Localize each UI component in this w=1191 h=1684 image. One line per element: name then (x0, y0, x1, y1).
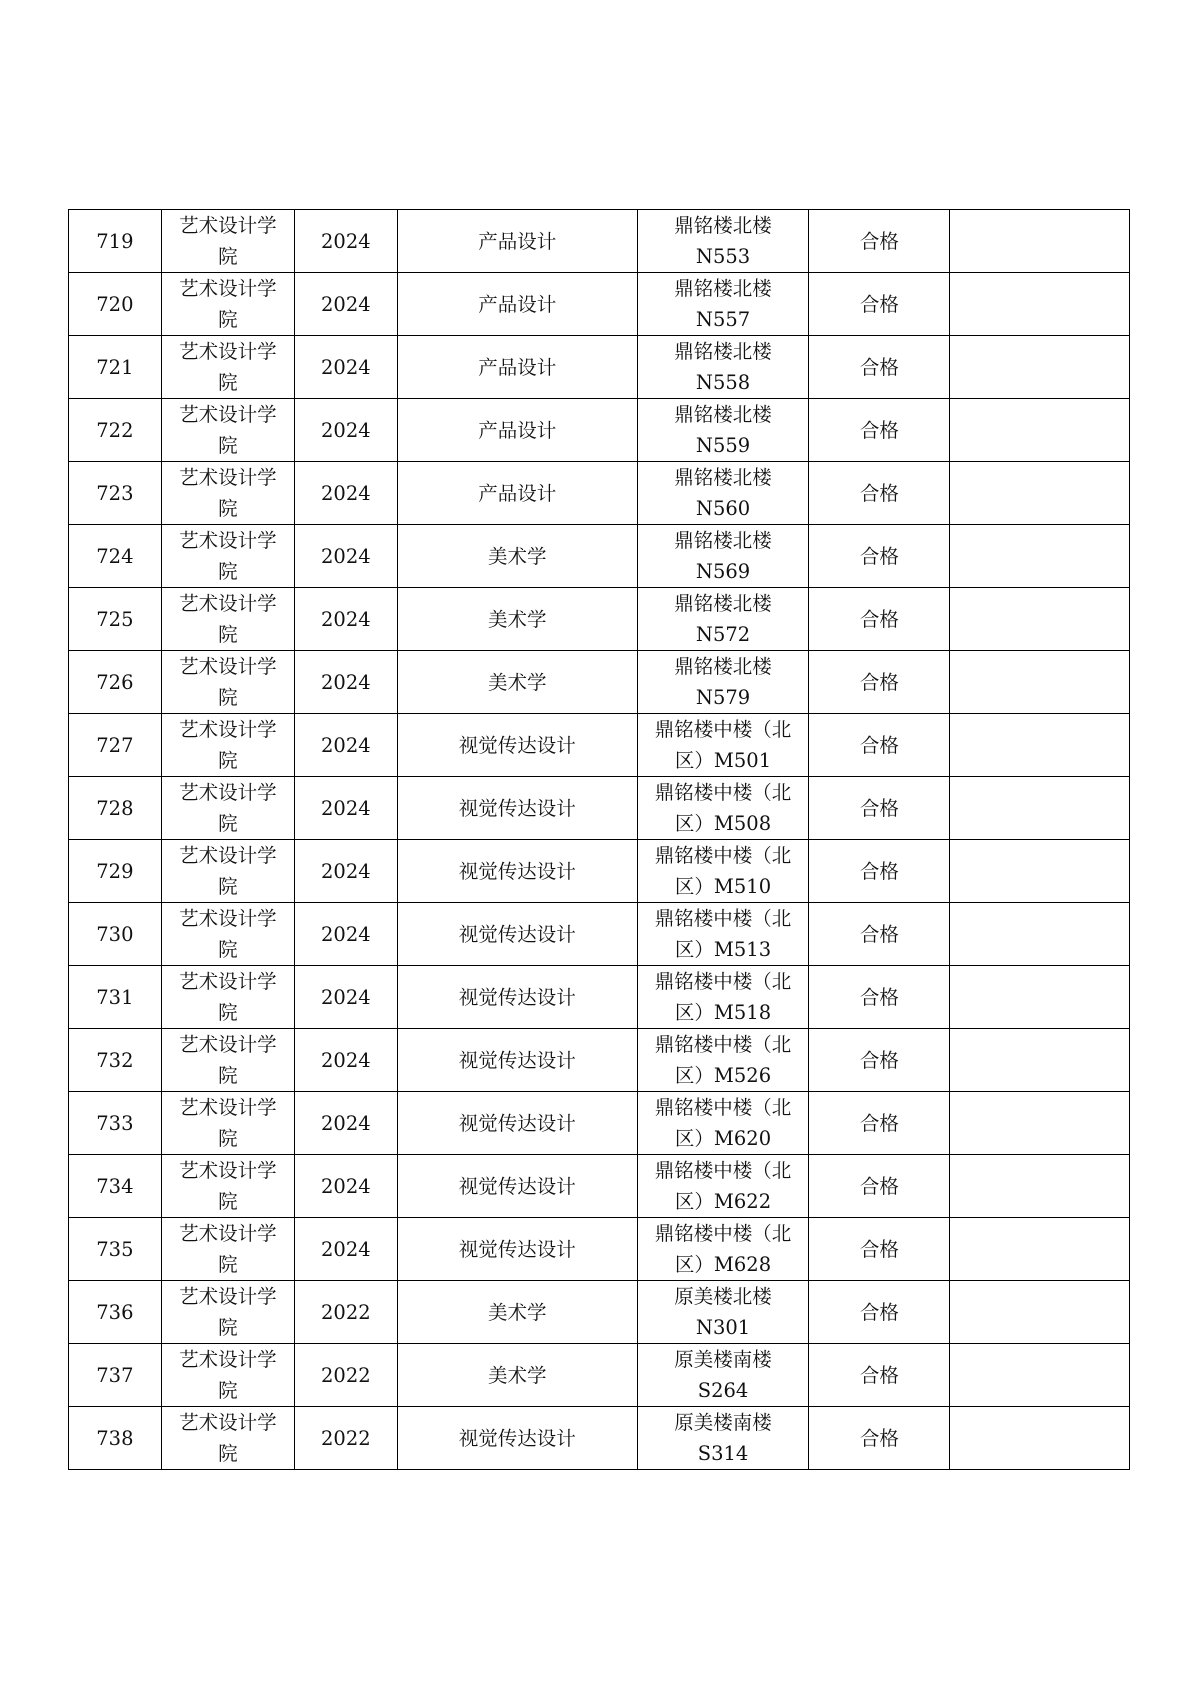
dorm-room-line-2: 区）M508 (674, 812, 772, 835)
result-cell: 合格 (809, 1407, 950, 1470)
table-row (69, 1407, 1130, 1470)
result-cell: 合格 (809, 840, 950, 903)
grade-year-cell: 2024 (294, 588, 397, 651)
dorm-room-line-2: 区）M628 (674, 1253, 772, 1276)
college-cell (161, 966, 294, 1029)
result-cell: 合格 (809, 777, 950, 840)
table-row (69, 210, 1130, 273)
dorm-room-line-1: 鼎铭楼北楼 (674, 655, 772, 678)
dorm-room-line-2: N558 (695, 371, 751, 394)
remark-cell (950, 1407, 1130, 1470)
grade-year-cell: 2024 (294, 1029, 397, 1092)
dorm-room-line-2: 区）M620 (674, 1127, 772, 1150)
dorm-room-line-1: 鼎铭楼北楼 (674, 529, 772, 552)
college-line-2: 院 (218, 1379, 238, 1402)
college-line-1: 艺术设计学 (179, 403, 277, 426)
college-line-1: 艺术设计学 (179, 466, 277, 489)
college-line-1: 艺术设计学 (179, 1033, 277, 1056)
major-cell: 视觉传达设计 (397, 1092, 637, 1155)
college-line-2: 院 (218, 1127, 238, 1150)
remark-cell (950, 1218, 1130, 1281)
remark-cell (950, 336, 1130, 399)
college-line-1: 艺术设计学 (179, 529, 277, 552)
dorm-room-cell (637, 1344, 808, 1407)
row-number-cell: 724 (69, 525, 162, 588)
result-cell: 合格 (809, 966, 950, 1029)
college-line-1: 艺术设计学 (179, 1348, 277, 1371)
row-number-cell: 732 (69, 1029, 162, 1092)
table-row (69, 903, 1130, 966)
major-cell: 美术学 (397, 588, 637, 651)
college-line-1: 艺术设计学 (179, 781, 277, 804)
dorm-room-line-2: N560 (695, 497, 751, 520)
dorm-room-line-2: N557 (695, 308, 751, 331)
college-line-2: 院 (218, 1316, 238, 1339)
college-cell (161, 588, 294, 651)
college-cell (161, 1407, 294, 1470)
row-number-cell: 719 (69, 210, 162, 273)
major-cell: 视觉传达设计 (397, 1029, 637, 1092)
result-cell: 合格 (809, 399, 950, 462)
dorm-room-cell (637, 1218, 808, 1281)
major-cell: 视觉传达设计 (397, 1407, 637, 1470)
dorm-room-line-1: 原美楼南楼 (674, 1411, 772, 1434)
result-cell: 合格 (809, 1092, 950, 1155)
row-number-cell: 729 (69, 840, 162, 903)
dorm-room-line-2: S264 (697, 1379, 749, 1402)
dorm-room-line-1: 鼎铭楼中楼（北 (654, 1222, 792, 1245)
grade-year-cell: 2024 (294, 210, 397, 273)
college-cell (161, 336, 294, 399)
college-line-2: 院 (218, 938, 238, 961)
grade-year-cell: 2024 (294, 840, 397, 903)
remark-cell (950, 462, 1130, 525)
college-line-1: 艺术设计学 (179, 970, 277, 993)
college-line-2: 院 (218, 812, 238, 835)
table-row (69, 1344, 1130, 1407)
row-number-cell: 723 (69, 462, 162, 525)
dorm-room-line-1: 原美楼北楼 (674, 1285, 772, 1308)
major-cell: 产品设计 (397, 399, 637, 462)
dorm-room-line-2: N569 (695, 560, 751, 583)
college-cell (161, 1155, 294, 1218)
result-cell: 合格 (809, 210, 950, 273)
result-cell: 合格 (809, 462, 950, 525)
dorm-room-line-1: 鼎铭楼北楼 (674, 466, 772, 489)
college-line-1: 艺术设计学 (179, 340, 277, 363)
dorm-room-cell (637, 273, 808, 336)
major-cell: 美术学 (397, 525, 637, 588)
grade-year-cell: 2024 (294, 903, 397, 966)
college-cell (161, 714, 294, 777)
college-line-2: 院 (218, 749, 238, 772)
dorm-room-cell (637, 714, 808, 777)
college-cell (161, 1281, 294, 1344)
table-row (69, 840, 1130, 903)
row-number-cell: 727 (69, 714, 162, 777)
row-number-cell: 722 (69, 399, 162, 462)
college-line-2: 院 (218, 1253, 238, 1276)
dorm-room-cell (637, 1407, 808, 1470)
row-number-cell: 731 (69, 966, 162, 1029)
result-cell: 合格 (809, 1281, 950, 1344)
table-row (69, 1218, 1130, 1281)
remark-cell (950, 210, 1130, 273)
result-cell: 合格 (809, 1155, 950, 1218)
dorm-room-line-1: 鼎铭楼北楼 (674, 340, 772, 363)
row-number-cell: 736 (69, 1281, 162, 1344)
remark-cell (950, 1281, 1130, 1344)
major-cell: 视觉传达设计 (397, 966, 637, 1029)
college-line-2: 院 (218, 1442, 238, 1465)
dorm-room-cell (637, 1092, 808, 1155)
dorm-room-line-2: N553 (695, 245, 751, 268)
remark-cell (950, 777, 1130, 840)
remark-cell (950, 525, 1130, 588)
remark-cell (950, 903, 1130, 966)
grade-year-cell: 2024 (294, 651, 397, 714)
remark-cell (950, 1029, 1130, 1092)
major-cell: 产品设计 (397, 273, 637, 336)
dorm-room-line-1: 原美楼南楼 (674, 1348, 772, 1371)
result-cell: 合格 (809, 525, 950, 588)
remark-cell (950, 273, 1130, 336)
dorm-room-line-1: 鼎铭楼北楼 (674, 277, 772, 300)
table-row (69, 966, 1130, 1029)
dorm-room-cell (637, 777, 808, 840)
college-line-1: 艺术设计学 (179, 1411, 277, 1434)
dorm-room-cell (637, 462, 808, 525)
dorm-room-cell (637, 1281, 808, 1344)
college-cell (161, 210, 294, 273)
remark-cell (950, 399, 1130, 462)
dorm-room-cell (637, 651, 808, 714)
dorm-room-cell (637, 210, 808, 273)
result-cell: 合格 (809, 651, 950, 714)
dormitory-inspection-table (68, 209, 1130, 1470)
dorm-room-line-1: 鼎铭楼中楼（北 (654, 1033, 792, 1056)
college-line-2: 院 (218, 371, 238, 394)
grade-year-cell: 2024 (294, 714, 397, 777)
dorm-room-line-1: 鼎铭楼中楼（北 (654, 718, 792, 741)
dorm-room-line-2: N559 (695, 434, 751, 457)
dorm-room-line-2: N301 (695, 1316, 751, 1339)
row-number-cell: 721 (69, 336, 162, 399)
grade-year-cell: 2024 (294, 966, 397, 1029)
dorm-room-line-1: 鼎铭楼中楼（北 (654, 907, 792, 930)
dorm-room-line-2: S314 (697, 1442, 749, 1465)
row-number-cell: 725 (69, 588, 162, 651)
row-number-cell: 738 (69, 1407, 162, 1470)
dorm-room-cell (637, 966, 808, 1029)
major-cell: 美术学 (397, 1281, 637, 1344)
dorm-room-line-2: 区）M510 (674, 875, 772, 898)
table-row (69, 1281, 1130, 1344)
college-line-2: 院 (218, 686, 238, 709)
college-line-1: 艺术设计学 (179, 1222, 277, 1245)
table-row (69, 1155, 1130, 1218)
college-line-2: 院 (218, 875, 238, 898)
grade-year-cell: 2024 (294, 525, 397, 588)
table-row (69, 651, 1130, 714)
grade-year-cell: 2022 (294, 1344, 397, 1407)
dorm-room-line-1: 鼎铭楼中楼（北 (654, 844, 792, 867)
dorm-room-cell (637, 336, 808, 399)
major-cell: 视觉传达设计 (397, 903, 637, 966)
result-cell: 合格 (809, 903, 950, 966)
college-line-2: 院 (218, 308, 238, 331)
college-cell (161, 525, 294, 588)
result-cell: 合格 (809, 588, 950, 651)
table-body (69, 210, 1130, 1470)
college-line-2: 院 (218, 1001, 238, 1024)
table-row (69, 714, 1130, 777)
college-cell (161, 1218, 294, 1281)
grade-year-cell: 2024 (294, 1218, 397, 1281)
major-cell: 视觉传达设计 (397, 840, 637, 903)
college-line-1: 艺术设计学 (179, 214, 277, 237)
dorm-room-line-1: 鼎铭楼中楼（北 (654, 781, 792, 804)
grade-year-cell: 2024 (294, 777, 397, 840)
result-cell: 合格 (809, 336, 950, 399)
dorm-room-line-1: 鼎铭楼中楼（北 (654, 970, 792, 993)
result-cell: 合格 (809, 1029, 950, 1092)
dorm-room-line-1: 鼎铭楼北楼 (674, 592, 772, 615)
result-cell: 合格 (809, 714, 950, 777)
dorm-room-line-1: 鼎铭楼北楼 (674, 403, 772, 426)
college-line-1: 艺术设计学 (179, 655, 277, 678)
remark-cell (950, 1155, 1130, 1218)
college-cell (161, 1344, 294, 1407)
table-row (69, 336, 1130, 399)
college-line-1: 艺术设计学 (179, 907, 277, 930)
major-cell: 产品设计 (397, 462, 637, 525)
remark-cell (950, 714, 1130, 777)
grade-year-cell: 2024 (294, 336, 397, 399)
result-cell: 合格 (809, 1218, 950, 1281)
grade-year-cell: 2022 (294, 1407, 397, 1470)
college-line-1: 艺术设计学 (179, 1159, 277, 1182)
major-cell: 视觉传达设计 (397, 1155, 637, 1218)
major-cell: 产品设计 (397, 336, 637, 399)
dorm-room-cell (637, 840, 808, 903)
row-number-cell: 734 (69, 1155, 162, 1218)
college-line-1: 艺术设计学 (179, 1096, 277, 1119)
college-line-2: 院 (218, 623, 238, 646)
major-cell: 视觉传达设计 (397, 777, 637, 840)
college-cell (161, 1092, 294, 1155)
row-number-cell: 730 (69, 903, 162, 966)
dorm-room-line-2: N572 (695, 623, 751, 646)
table-row (69, 1029, 1130, 1092)
college-line-2: 院 (218, 497, 238, 520)
college-line-1: 艺术设计学 (179, 1285, 277, 1308)
college-cell (161, 903, 294, 966)
row-number-cell: 728 (69, 777, 162, 840)
dorm-room-line-2: 区）M513 (674, 938, 772, 961)
dorm-room-cell (637, 399, 808, 462)
dorm-room-cell (637, 1155, 808, 1218)
remark-cell (950, 1344, 1130, 1407)
college-line-1: 艺术设计学 (179, 844, 277, 867)
remark-cell (950, 966, 1130, 1029)
major-cell: 视觉传达设计 (397, 714, 637, 777)
college-line-2: 院 (218, 434, 238, 457)
dorm-room-line-2: 区）M526 (674, 1064, 772, 1087)
college-cell (161, 462, 294, 525)
grade-year-cell: 2022 (294, 1281, 397, 1344)
college-line-1: 艺术设计学 (179, 718, 277, 741)
dorm-room-line-2: 区）M501 (674, 749, 772, 772)
grade-year-cell: 2024 (294, 1155, 397, 1218)
grade-year-cell: 2024 (294, 462, 397, 525)
row-number-cell: 735 (69, 1218, 162, 1281)
college-line-2: 院 (218, 245, 238, 268)
table-row (69, 399, 1130, 462)
remark-cell (950, 588, 1130, 651)
remark-cell (950, 840, 1130, 903)
row-number-cell: 737 (69, 1344, 162, 1407)
table-row (69, 777, 1130, 840)
college-line-2: 院 (218, 560, 238, 583)
remark-cell (950, 1092, 1130, 1155)
table-row (69, 525, 1130, 588)
dorm-room-cell (637, 903, 808, 966)
college-cell (161, 1029, 294, 1092)
dorm-room-line-2: 区）M518 (674, 1001, 772, 1024)
table-row (69, 588, 1130, 651)
dorm-room-cell (637, 525, 808, 588)
college-line-1: 艺术设计学 (179, 277, 277, 300)
row-number-cell: 733 (69, 1092, 162, 1155)
college-line-2: 院 (218, 1064, 238, 1087)
table-row (69, 273, 1130, 336)
table-row (69, 1092, 1130, 1155)
college-cell (161, 651, 294, 714)
major-cell: 美术学 (397, 651, 637, 714)
dorm-room-line-1: 鼎铭楼中楼（北 (654, 1159, 792, 1182)
dorm-room-cell (637, 1029, 808, 1092)
grade-year-cell: 2024 (294, 273, 397, 336)
result-cell: 合格 (809, 273, 950, 336)
grade-year-cell: 2024 (294, 1092, 397, 1155)
dorm-room-line-1: 鼎铭楼中楼（北 (654, 1096, 792, 1119)
dorm-room-line-2: N579 (695, 686, 751, 709)
dorm-room-line-2: 区）M622 (674, 1190, 772, 1213)
row-number-cell: 720 (69, 273, 162, 336)
dorm-room-line-1: 鼎铭楼北楼 (674, 214, 772, 237)
college-cell (161, 777, 294, 840)
remark-cell (950, 651, 1130, 714)
major-cell: 视觉传达设计 (397, 1218, 637, 1281)
college-cell (161, 840, 294, 903)
major-cell: 产品设计 (397, 210, 637, 273)
dorm-room-cell (637, 588, 808, 651)
college-cell (161, 399, 294, 462)
result-cell: 合格 (809, 1344, 950, 1407)
college-line-2: 院 (218, 1190, 238, 1213)
college-line-1: 艺术设计学 (179, 592, 277, 615)
major-cell: 美术学 (397, 1344, 637, 1407)
college-cell (161, 273, 294, 336)
table-row (69, 462, 1130, 525)
row-number-cell: 726 (69, 651, 162, 714)
grade-year-cell: 2024 (294, 399, 397, 462)
